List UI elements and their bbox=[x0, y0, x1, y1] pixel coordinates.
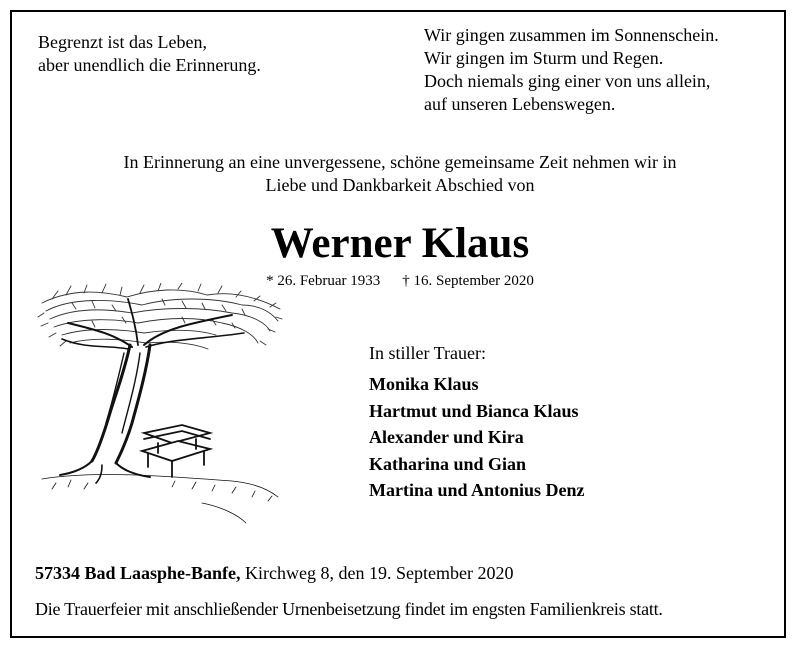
birth-date: * 26. Februar 1933 bbox=[266, 273, 381, 289]
quote-left bbox=[38, 31, 261, 77]
quote-right-line: Doch niemals ging einer von uns allein, bbox=[424, 71, 711, 91]
deceased-name: Werner Klaus bbox=[270, 220, 530, 267]
mourner-name: Alexander und Kira bbox=[369, 427, 524, 447]
intro-text bbox=[0, 151, 800, 197]
quote-right-line: Wir gingen im Sturm und Regen. bbox=[424, 48, 664, 68]
tree-with-bench-icon bbox=[32, 283, 286, 527]
mourner-name: Martina und Antonius Denz bbox=[369, 480, 585, 500]
quote-right bbox=[424, 24, 719, 116]
quote-right-line: auf unseren Lebenswegen. bbox=[424, 94, 616, 114]
mourner-name: Katharina und Gian bbox=[369, 453, 527, 474]
quote-left-line: Begrenzt ist das Leben, bbox=[38, 32, 207, 52]
address-line bbox=[35, 562, 513, 585]
intro-line: Liebe und Dankbarkeit Abschied von bbox=[265, 175, 535, 195]
quote-right-line: Wir gingen zusammen im Sonnenschein. bbox=[424, 25, 719, 45]
mourner-name: Monika Klaus bbox=[369, 374, 479, 394]
ceremony-note: Die Trauerfeier mit anschließender Urnenbeisetzung findet im engsten Familienkreis statt. bbox=[35, 599, 663, 619]
intro-line: In Erinnerung an eine unvergessene, schöne gemeinsame Zeit nehmen wir in bbox=[123, 152, 677, 172]
death-date: † 16. September 2020 bbox=[402, 273, 534, 289]
street-and-date: Kirchweg 8, den 19. September 2020 bbox=[240, 563, 514, 583]
place-name: 57334 Bad Laasphe-Banfe, bbox=[35, 563, 241, 583]
mourners-list bbox=[369, 371, 585, 504]
mourner-name: Hartmut und Bianca Klaus bbox=[369, 400, 579, 421]
quote-left-line: aber unendlich die Erinnerung. bbox=[38, 55, 261, 75]
mourning-heading: In stiller Trauer: bbox=[369, 343, 486, 363]
